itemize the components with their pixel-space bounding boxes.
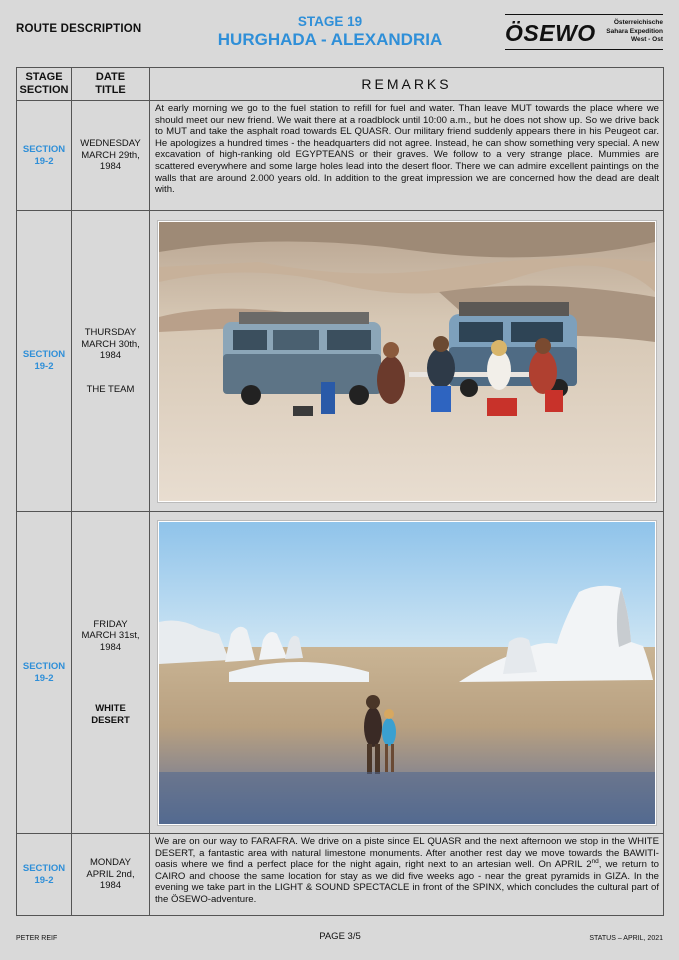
section-cell: SECTION 19-2 <box>17 512 72 834</box>
date-cell: WEDNESDAY MARCH 29th, 1984 <box>72 101 150 211</box>
row-title: THE TEAM <box>86 383 135 395</box>
table-row <box>17 211 664 512</box>
date-cell: THURSDAY MARCH 30th, 1984 THE TEAM <box>72 211 150 512</box>
footer-page: PAGE 3/5 <box>319 931 361 942</box>
row-title: WHITE DESERT <box>91 703 130 726</box>
logo-sub-3: West - Ost <box>630 36 663 43</box>
section-cell: SECTION 19-2 <box>17 834 72 916</box>
doc-type-label: ROUTE DESCRIPTION <box>16 23 142 35</box>
section-cell: SECTION 19-2 <box>17 211 72 512</box>
logo-sub-2: Sahara Expedition <box>606 27 663 35</box>
white-desert-photo <box>158 521 656 825</box>
footer-status: STATUS – APRIL, 2021 <box>589 935 663 942</box>
date-cell: FRIDAY MARCH 31st, 1984 WHITE DESERT <box>72 512 150 834</box>
photo-cell <box>150 211 664 512</box>
table-header-row <box>17 68 664 101</box>
stage-heading <box>200 14 460 50</box>
table-row <box>17 101 664 211</box>
col-remarks-header: REMARKS <box>150 68 664 101</box>
table-row <box>17 834 664 916</box>
col-stage-header: STAGE SECTION <box>17 68 72 101</box>
route-table <box>16 67 664 916</box>
stage-route: HURGHADA - ALEXANDRIA <box>217 30 443 49</box>
remark-text: At early morning we go to the fuel station to refill for fuel and water. Than leave MUT towards the place where we should meet our new friend. We wait there at a roadblock until 10:00 a.m., but he does not show up. So we drive back to MUT and take the asphalt road towards EL QUASR. Our military friend suddenly appears there in his Peugeot car. He apologizes a hundred times - the headquarters did not agree. Instead, he can show something very special. A new excavation of high-ranking old EGYPTEANS or their graves. We follow to a very strange place. Mummies are scattered everywhere and some large holes lead into the desert floor. There we can admire excellent paintings on the walls that are around 2.000 years old. In addition to the great impression we are concerned how the dead are dealt with. <box>150 101 664 211</box>
footer-author: PETER REIF <box>16 935 58 942</box>
section-cell: SECTION 19-2 <box>17 101 72 211</box>
photo-cell <box>150 512 664 834</box>
logo-subtitle <box>606 19 663 45</box>
osewo-logo <box>505 14 663 50</box>
team-photo <box>158 221 656 502</box>
col-date-header: DATE TITLE <box>72 68 150 101</box>
logo-sub-1: Österreichische <box>613 19 663 26</box>
logo-word: ÖSEWO <box>505 20 596 46</box>
table-row <box>17 512 664 834</box>
date-cell: MONDAY APRIL 2nd, 1984 <box>72 834 150 916</box>
stage-number: STAGE 19 <box>297 14 363 29</box>
remark-text: We are on our way to FARAFRA. We drive on a piste since EL QUASR and the next afternoon we stop in the WHITE DESERT, a fantastic area with natural limestone monuments. After another rest day we move towards the BAWITI-oasis where we find a perfect place for the night again, right next to an artesian well. On APRIL 2nd, we return to CAIRO and choose the same location for stay as we did five weeks ago - near the great pyramids in GIZA. In the evening we take part in the LIGHT & SOUND SPECTACLE in front of the SPINX, which concludes the cultural part of the ÖSEWO-adventure. <box>150 834 664 916</box>
